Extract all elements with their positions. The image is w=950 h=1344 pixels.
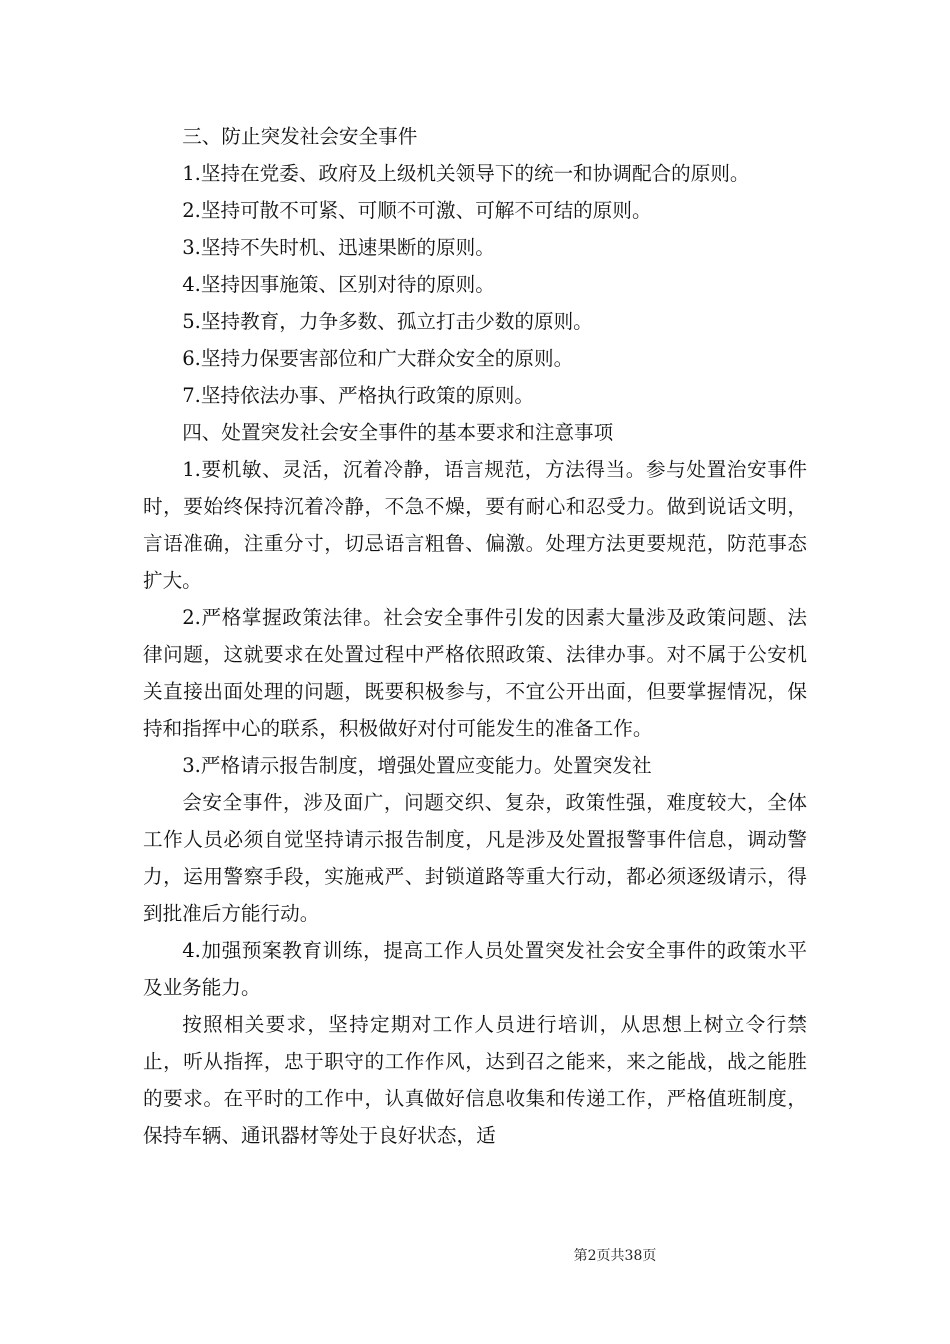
document-body (143, 118, 807, 1154)
principle-item-5: 5.坚持教育，力争多数、孤立打击少数的原则。 (182, 310, 593, 333)
requirement-item-3-continued: 会安全事件，涉及面广，问题交织、复杂，政策性强，难度较大，全体工作人员必须自觉坚持请示报告制度，凡是涉及处置报警事件信息，调动警力，运用警察手段，实施戒严、封锁道路等重大行动，都必须逐级请示，得到批准后方能行动。 (143, 791, 807, 925)
principle-item-1: 1.坚持在党委、政府及上级机关领导下的统一和协调配合的原则。 (182, 162, 750, 185)
principle-item-2: 2.坚持可散不可紧、可顺不可激、可解不可结的原则。 (182, 199, 652, 222)
section-heading-3: 三、防止突发社会安全事件 (182, 125, 418, 148)
requirement-item-1: 1.要机敏、灵活，沉着冷静，语言规范，方法得当。参与处置治安事件时，要始终保持沉着冷静，不急不燥，要有耐心和忍受力。做到说话文明，言语准确，注重分寸，切忌语言粗鲁、偏激。处理方法更要规范，防范事态扩大。 (143, 458, 807, 592)
requirement-item-2: 2.严格掌握政策法律。社会安全事件引发的因素大量涉及政策问题、法律问题，这就要求在处置过程中严格依照政策、法律办事。对不属于公安机关直接出面处理的问题，既要积极参与，不宜公开出面，但要掌握情况，保持和指挥中心的联系，积极做好对付可能发生的准备工作。 (143, 606, 807, 740)
principle-item-4: 4.坚持因事施策、区别对待的原则。 (182, 273, 495, 296)
principle-item-6: 6.坚持力保要害部位和广大群众安全的原则。 (182, 347, 574, 370)
requirement-item-4: 4.加强预案教育训练，提高工作人员处置突发社会安全事件的政策水平及业务能力。 (143, 939, 807, 999)
page-number: 第2页共38页 (573, 1248, 657, 1264)
section-heading-4: 四、处置突发社会安全事件的基本要求和注意事项 (182, 421, 614, 444)
principle-item-3: 3.坚持不失时机、迅速果断的原则。 (182, 236, 495, 259)
page-footer (0, 1245, 950, 1265)
principle-item-7: 7.坚持依法办事、严格执行政策的原则。 (182, 384, 534, 407)
training-paragraph: 按照相关要求，坚持定期对工作人员进行培训，从思想上树立令行禁止，听从指挥，忠于职守的工作作风，达到召之能来，来之能战，战之能胜的要求。在平时的工作中，认真做好信息收集和传递工作，严格值班制度，保持车辆、通讯器材等处于良好状态，适 (143, 1013, 807, 1147)
requirement-item-3: 3.严格请示报告制度，增强处置应变能力。处置突发社 (182, 754, 652, 777)
